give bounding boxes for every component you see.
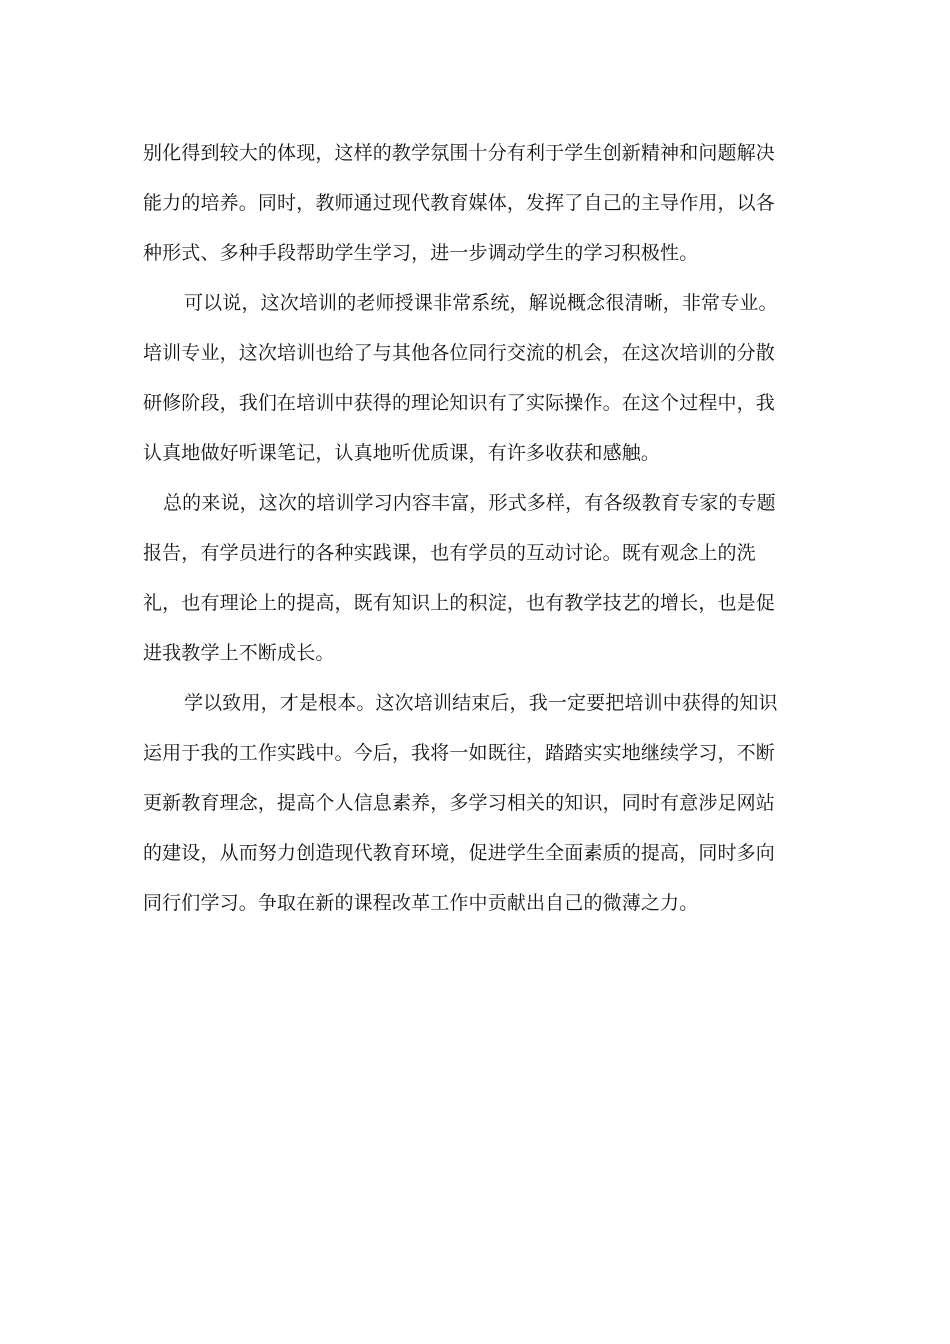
text-line: 礼，也有理论上的提高，既有知识上的积淀，也有教学技艺的增长，也是促 [143,592,775,614]
text-line: 报告，有学员进行的各种实践课，也有学员的互动讨论。既有观念上的洗 [143,542,756,564]
text-line: 更新教育理念，提高个人信息素养，多学习相关的知识，同时有意涉足网站 [143,792,775,814]
text-line: 能力的培养。同时，教师通过现代教育媒体，发挥了自己的主导作用，以各 [143,192,775,214]
text-line: 种形式、多种手段帮助学生学习，进一步调动学生的学习积极性。 [143,242,699,264]
body-text [143,128,823,928]
text-line: 同行们学习。争取在新的课程改革工作中贡献出自己的微薄之力。 [143,892,699,914]
text-line: 运用于我的工作实践中。今后，我将一如既往，踏踏实实地继续学习，不断 [143,742,775,764]
text-line: 认真地做好听课笔记，认真地听优质课，有许多收获和感触。 [143,442,661,464]
text-line: 的建设，从而努力创造现代教育环境，促进学生全面素质的提高，同时多向 [143,842,775,864]
text-line: 培训专业，这次培训也给了与其他各位同行交流的机会，在这次培训的分散 [143,342,775,364]
text-line: 研修阶段，我们在培训中获得的理论知识有了实际操作。在这个过程中，我 [143,392,775,414]
text-line: 进我教学上不断成长。 [143,642,335,664]
text-line: 别化得到较大的体现，这样的教学氛围十分有利于学生创新精神和问题解决 [143,142,775,164]
paragraph-start-line: 总的来说，这次的培训学习内容丰富，形式多样，有各级教育专家的专题 [163,492,776,514]
paragraph-start-line: 可以说，这次培训的老师授课非常系统，解说概念很清晰，非常专业。 [184,292,778,314]
paragraph-start-line: 学以致用，才是根本。这次培训结束后，我一定要把培训中获得的知识 [184,692,778,714]
